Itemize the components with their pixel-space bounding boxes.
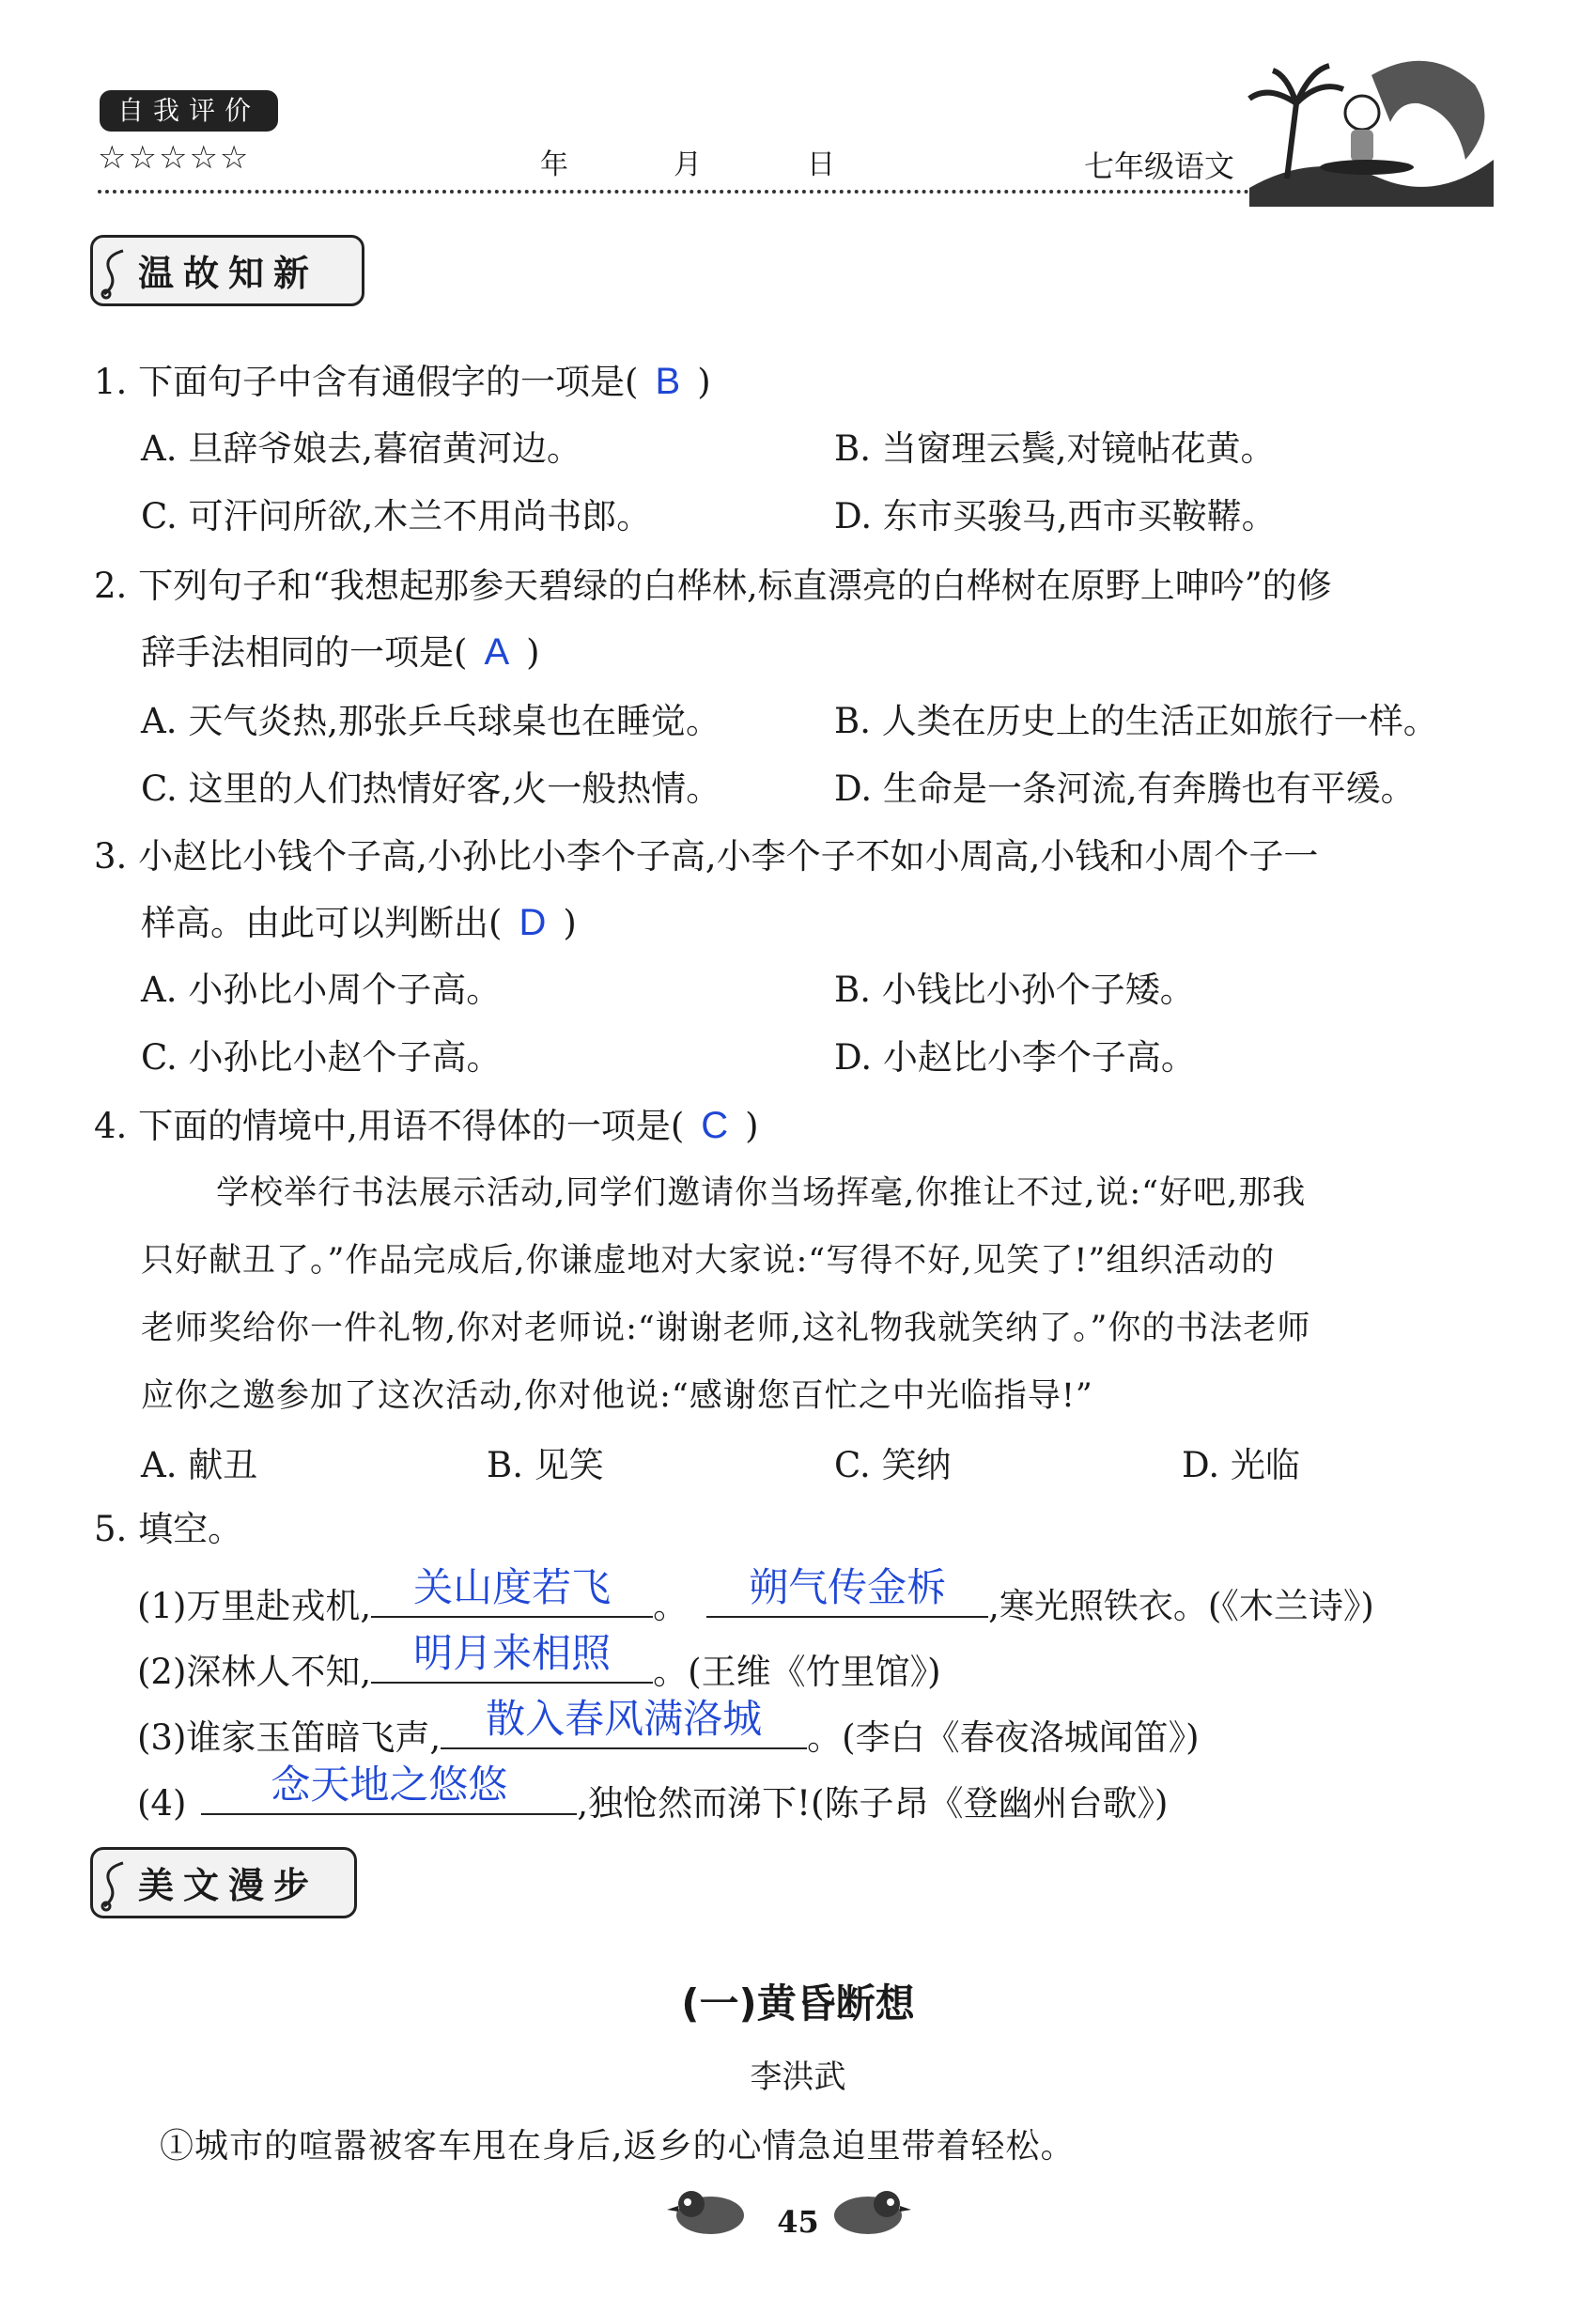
question-5: 5. 填空。 bbox=[94, 1509, 243, 1549]
mascot-surfing-illustration bbox=[1231, 47, 1503, 207]
paren-close: ) bbox=[745, 1106, 759, 1146]
option-c: C. 笑纳 bbox=[834, 1445, 952, 1485]
fill-prefix: (1)万里赴戎机, bbox=[137, 1586, 372, 1626]
handwritten-answer: A bbox=[484, 631, 510, 673]
fill-middle: 。 bbox=[653, 1586, 689, 1626]
fill-suffix: 。(李白《春夜洛城闻笛》) bbox=[807, 1717, 1200, 1758]
handwritten-answer: C bbox=[701, 1105, 729, 1146]
section-title: 温故知新 bbox=[138, 253, 319, 294]
paren-close: ) bbox=[563, 903, 577, 943]
question-stem: 样高。由此可以判断出( bbox=[141, 903, 503, 943]
fill-suffix: ,寒光照铁衣。(《木兰诗》) bbox=[988, 1586, 1374, 1626]
paren-close: ) bbox=[697, 362, 711, 402]
blank-line[interactable] bbox=[441, 1696, 807, 1749]
question-3-line2 bbox=[141, 900, 577, 946]
date-field bbox=[540, 141, 940, 182]
blank-line[interactable] bbox=[371, 1564, 653, 1618]
fill-prefix: (3)谁家玉笛暗飞声, bbox=[137, 1717, 442, 1758]
option-b: B. 人类在历史上的生活正如旅行一样。 bbox=[834, 701, 1438, 741]
blank-line[interactable] bbox=[371, 1630, 653, 1684]
day-label: 日 bbox=[807, 148, 835, 181]
section-tag-reading bbox=[90, 1847, 357, 1918]
handwritten-answer: B bbox=[655, 361, 681, 402]
option-d: D. 小赵比小李个子高。 bbox=[834, 1037, 1196, 1078]
option-a: A. 天气炎热,那张乒乓球桌也在睡觉。 bbox=[141, 701, 721, 741]
self-evaluation-badge: 自我评价 bbox=[100, 90, 278, 132]
option-b: B. 见笑 bbox=[487, 1445, 604, 1485]
handwritten-answer: 明月来相照 bbox=[413, 1630, 612, 1676]
curl-ornament-icon bbox=[97, 1859, 131, 1912]
question-stem: 4. 下面的情境中,用语不得体的一项是( bbox=[94, 1106, 685, 1146]
bird-icon bbox=[830, 2182, 915, 2238]
handwritten-answer: 关山度若飞 bbox=[413, 1564, 612, 1610]
handwritten-answer: 念天地之悠悠 bbox=[271, 1762, 508, 1808]
page-number: 45 bbox=[777, 2204, 819, 2240]
option-c: C. 小孙比小赵个子高。 bbox=[141, 1037, 502, 1078]
option-d: D. 东市买骏马,西市买鞍鞯。 bbox=[834, 496, 1277, 536]
rating-stars[interactable]: ☆☆☆☆☆ bbox=[98, 139, 251, 177]
passage-line: 学校举行书法展示活动,同学们邀请你当场挥毫,你推让不过,说:“好吧,那我 bbox=[216, 1174, 1307, 1212]
fill-item-2 bbox=[137, 1630, 941, 1695]
paren-close: ) bbox=[526, 632, 540, 673]
option-c: C. 这里的人们热情好客,火一般热情。 bbox=[141, 769, 721, 809]
section-title: 美文漫步 bbox=[138, 1865, 319, 1906]
article-paragraph-1: ①城市的喧嚣被客车甩在身后,返乡的心情急迫里带着轻松。 bbox=[160, 2127, 1076, 2166]
grade-subject-label: 七年级语文 bbox=[1084, 148, 1235, 184]
question-2-line2 bbox=[141, 629, 540, 675]
curl-ornament-icon bbox=[97, 247, 131, 300]
option-a: A. 献丑 bbox=[141, 1445, 258, 1485]
question-4 bbox=[94, 1103, 759, 1149]
header-divider bbox=[98, 190, 1309, 194]
passage-line: 只好献丑了。”作品完成后,你谦虚地对大家说:“写得不好,见笑了!”组织活动的 bbox=[141, 1242, 1276, 1280]
option-c: C. 可汗问所欲,木兰不用尚书郎。 bbox=[141, 496, 652, 536]
month-label: 月 bbox=[674, 148, 702, 181]
passage-line: 老师奖给你一件礼物,你对老师说:“谢谢老师,这礼物我就笑纳了。”你的书法老师 bbox=[141, 1310, 1311, 1347]
question-1 bbox=[94, 359, 711, 405]
question-2-line1: 2. 下列句子和“我想起那参天碧绿的白桦林,标直漂亮的白桦树在原野上呻吟”的修 bbox=[94, 566, 1332, 606]
handwritten-answer: 朔气传金柝 bbox=[749, 1564, 947, 1610]
fill-prefix: (4) bbox=[137, 1783, 187, 1824]
option-a: A. 小孙比小周个子高。 bbox=[141, 970, 502, 1010]
article-author: 李洪武 bbox=[750, 2058, 846, 2096]
fill-item-1 bbox=[137, 1564, 1374, 1629]
option-d: D. 光临 bbox=[1182, 1445, 1300, 1485]
section-tag-review bbox=[90, 235, 364, 306]
article-title: (一)黄昏断想 bbox=[681, 1980, 915, 2026]
fill-item-4 bbox=[137, 1762, 1169, 1826]
question-stem: 辞手法相同的一项是( bbox=[141, 632, 468, 673]
fill-suffix: 。(王维《竹里馆》) bbox=[653, 1652, 941, 1692]
blank-line[interactable] bbox=[706, 1564, 988, 1618]
handwritten-answer: D bbox=[519, 902, 547, 943]
fill-suffix: ,独怆然而涕下!(陈子昂《登幽州台歌》) bbox=[577, 1783, 1169, 1824]
option-b: B. 当窗理云鬓,对镜帖花黄。 bbox=[834, 428, 1276, 469]
option-b: B. 小钱比小孙个子矮。 bbox=[834, 970, 1195, 1010]
fill-item-3 bbox=[137, 1696, 1200, 1761]
handwritten-answer: 散入春风满洛城 bbox=[486, 1696, 763, 1742]
blank-line[interactable] bbox=[201, 1762, 577, 1815]
question-stem: 1. 下面句子中含有通假字的一项是( bbox=[94, 362, 639, 402]
option-a: A. 旦辞爷娘去,暮宿黄河边。 bbox=[141, 428, 582, 469]
year-label: 年 bbox=[540, 148, 568, 181]
passage-line: 应你之邀参加了这次活动,你对他说:“感谢您百忙之中光临指导!” bbox=[141, 1377, 1093, 1415]
option-d: D. 生命是一条河流,有奔腾也有平缓。 bbox=[834, 769, 1416, 809]
fill-prefix: (2)深林人不知, bbox=[137, 1652, 372, 1692]
question-3-line1: 3. 小赵比小钱个子高,小孙比小李个子高,小李个子不如小周高,小钱和小周个子一 bbox=[94, 836, 1319, 877]
